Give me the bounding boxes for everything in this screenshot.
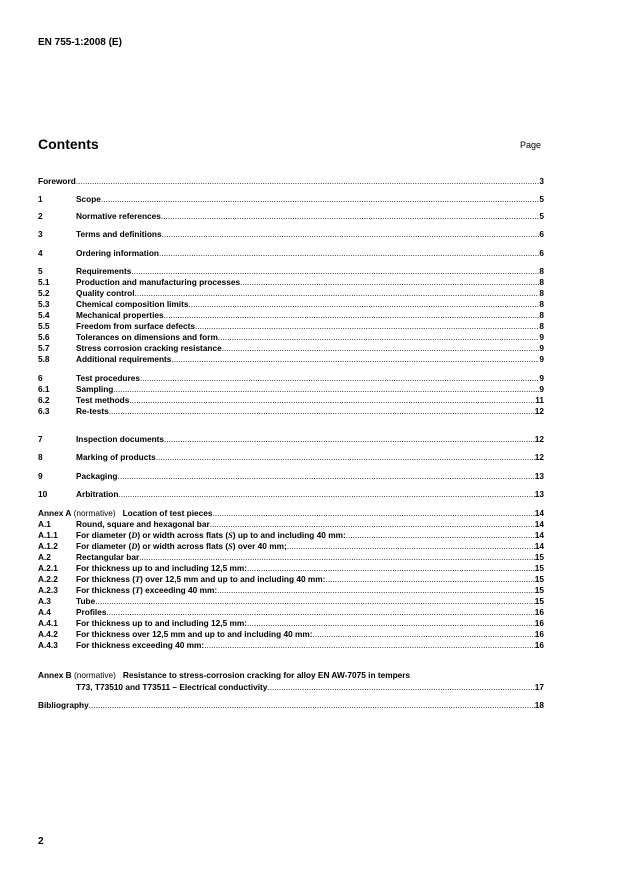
toc-text: Sampling: [76, 384, 114, 394]
toc-text: Quality control: [76, 288, 135, 298]
toc-number: A.2.3: [38, 585, 58, 595]
toc-entry-6-1[interactable]: [38, 384, 544, 395]
toc-number: 7: [38, 434, 43, 444]
toc-number: 2: [38, 211, 43, 221]
toc-entry-annex-b-line1[interactable]: [38, 670, 544, 681]
toc-number: A.2: [38, 552, 51, 562]
toc-number: 6.2: [38, 395, 50, 405]
toc-text: Location of test pieces: [122, 508, 213, 518]
toc-page: 16: [534, 640, 544, 650]
document-id: EN 755-1:2008 (E): [38, 37, 122, 48]
toc-text: Rectangular bar: [76, 552, 140, 562]
toc-number: A.3: [38, 596, 51, 606]
toc-page: 15: [534, 552, 544, 562]
toc-number: 6.1: [38, 384, 50, 394]
toc-number: A.4.1: [38, 618, 58, 628]
toc-page: 14: [534, 541, 544, 551]
toc-text: Test procedures: [76, 373, 140, 383]
toc-page: 8: [539, 310, 544, 320]
toc-text: Ordering information: [76, 248, 159, 258]
toc-number: 5.8: [38, 354, 50, 364]
toc-text: Arbitration: [76, 489, 119, 499]
toc-number: 1: [38, 194, 43, 204]
toc-number: 5.7: [38, 343, 50, 353]
toc-text: Chemical composition limits: [76, 299, 189, 309]
toc-page: 12: [534, 406, 544, 416]
toc-entry-10[interactable]: [38, 489, 544, 500]
toc-number: 8: [38, 452, 43, 462]
toc-number: 6.3: [38, 406, 50, 416]
toc-page: 8: [539, 299, 544, 309]
toc-number: 10: [38, 489, 48, 499]
toc-number: A.2.1: [38, 563, 58, 573]
toc-page: 15: [534, 574, 544, 584]
toc-text: Packaging: [76, 471, 118, 481]
toc-text: For thickness exceeding 40 mm:: [76, 640, 205, 650]
contents-title: Contents: [38, 136, 99, 152]
toc-entry-5-2[interactable]: [38, 288, 544, 299]
toc-text: Profiles: [76, 607, 107, 617]
toc-number: 5.4: [38, 310, 50, 320]
toc-number: Annex A: [38, 508, 72, 518]
toc-entry-6-3[interactable]: [38, 406, 544, 417]
toc-page: 9: [539, 343, 544, 353]
toc-page: 13: [534, 489, 544, 499]
toc-page: 11: [535, 395, 544, 405]
toc-entry-1[interactable]: [38, 194, 544, 205]
toc-page: 14: [534, 530, 544, 540]
toc-text: Re-tests: [76, 406, 109, 416]
toc-number: A.1.1: [38, 530, 58, 540]
toc-entry-bibliography[interactable]: [38, 700, 544, 711]
toc-text: Foreword: [38, 176, 76, 186]
toc-entry-5-5[interactable]: [38, 321, 544, 332]
toc-text: Additional requirements: [76, 354, 172, 364]
toc-entry-foreword[interactable]: [38, 176, 544, 187]
toc-page: 6: [539, 229, 544, 239]
toc-entry-a-2-3[interactable]: [38, 585, 544, 596]
toc-number: A.1: [38, 519, 51, 529]
toc-entry-a-1-2[interactable]: [38, 541, 544, 552]
toc-page: 14: [534, 508, 544, 518]
toc-number: A.2.2: [38, 574, 58, 584]
toc-entry-4[interactable]: [38, 248, 544, 259]
toc-page: 14: [534, 519, 544, 529]
toc-entry-a-2-1[interactable]: [38, 563, 544, 574]
toc-page: 15: [534, 563, 544, 573]
toc-entry-a-4[interactable]: [38, 607, 544, 618]
toc-page: 13: [534, 471, 544, 481]
toc-entry-a-1-1[interactable]: [38, 530, 544, 541]
toc-number: A.4.3: [38, 640, 58, 650]
toc-number: A.1.2: [38, 541, 58, 551]
toc-text: Normative references: [76, 211, 161, 221]
toc-number: 9: [38, 471, 43, 481]
toc-page: 17: [534, 682, 544, 692]
toc-text: Production and manufacturing processes: [76, 277, 241, 287]
toc-page: 5: [539, 211, 544, 221]
toc-page: 9: [539, 332, 544, 342]
toc-page: 18: [534, 700, 544, 710]
toc-entry-5[interactable]: [38, 266, 544, 277]
toc-text: For thickness (T) exceeding 40 mm:: [76, 585, 218, 595]
toc-page: 15: [534, 596, 544, 606]
toc-number: Annex B: [38, 670, 72, 680]
toc-number: 5.6: [38, 332, 50, 342]
toc-entry-5-7[interactable]: [38, 343, 544, 354]
toc-text: Stress corrosion cracking resistance: [76, 343, 222, 353]
toc-entry-5-6[interactable]: [38, 332, 544, 343]
toc-annex-type: (normative): [73, 508, 116, 518]
toc-page: 16: [534, 629, 544, 639]
toc-page: 12: [534, 434, 544, 444]
toc-entry-7[interactable]: [38, 434, 544, 445]
toc-text: For thickness up to and including 12,5 mm:: [76, 563, 248, 573]
toc-text: Resistance to stress-corrosion cracking for alloy EN AW-7075 in tempers: [122, 670, 411, 680]
toc-number: 3: [38, 229, 43, 239]
toc-text: For thickness up to and including 12,5 mm:: [76, 618, 248, 628]
toc-page: 9: [539, 354, 544, 364]
toc-entry-5-4[interactable]: [38, 310, 544, 321]
toc-number: 5.5: [38, 321, 50, 331]
toc-annex-type: (normative): [73, 670, 116, 680]
toc-page: 15: [534, 585, 544, 595]
toc-entry-8[interactable]: [38, 452, 544, 463]
toc-number: 5.2: [38, 288, 50, 298]
toc-entry-5-8[interactable]: [38, 354, 544, 365]
toc-text: For thickness (T) over 12,5 mm and up to and including 40 mm:: [76, 574, 326, 584]
toc-number: A.4.2: [38, 629, 58, 639]
toc-entry-annex-b-line2[interactable]: [38, 682, 544, 693]
toc-text: Marking of products: [76, 452, 156, 462]
toc-page: 8: [539, 288, 544, 298]
toc-entry-a-2[interactable]: [38, 552, 544, 563]
toc-number: 6: [38, 373, 43, 383]
toc-entry-a-2-2[interactable]: [38, 574, 544, 585]
toc-page: 5: [539, 194, 544, 204]
toc-page: 8: [539, 266, 544, 276]
toc-text: Tolerances on dimensions and form: [76, 332, 218, 342]
toc-entry-annex-a[interactable]: [38, 508, 544, 519]
toc-entry-a-3[interactable]: [38, 596, 544, 607]
toc-text: For diameter (D) or width across flats (S) up to and including 40 mm:: [76, 530, 346, 540]
toc-text: Requirements: [76, 266, 132, 276]
toc-text: Bibliography: [38, 700, 89, 710]
toc-number: A.4: [38, 607, 51, 617]
toc-entry-6-2[interactable]: [38, 395, 544, 406]
toc-text-continuation: T73, T73510 and T73511 – Electrical conductivity: [76, 682, 268, 692]
toc-number: 5: [38, 266, 43, 276]
toc-text: Round, square and hexagonal bar: [76, 519, 210, 529]
toc-number: 4: [38, 248, 43, 258]
toc-entry-a-4-1[interactable]: [38, 618, 544, 629]
toc-page: 9: [539, 384, 544, 394]
toc-page: 6: [539, 248, 544, 258]
toc-entry-6[interactable]: [38, 373, 544, 384]
toc-text: Terms and definitions: [76, 229, 162, 239]
toc-number: 5.3: [38, 299, 50, 309]
toc-page: 8: [539, 277, 544, 287]
toc-text: For diameter (D) or width across flats (S) over 40 mm;: [76, 541, 287, 551]
toc-entry-a-1[interactable]: [38, 519, 544, 530]
toc-text: For thickness over 12,5 mm and up to and including 40 mm:: [76, 629, 313, 639]
toc-text: Test methods: [76, 395, 130, 405]
toc-entry-9[interactable]: [38, 471, 544, 482]
toc-entry-5-1[interactable]: [38, 277, 544, 288]
toc-page: 8: [539, 321, 544, 331]
toc-text: Scope: [76, 194, 101, 204]
toc-page: 3: [539, 176, 544, 186]
toc-text: Mechanical properties: [76, 310, 164, 320]
toc-entry-3[interactable]: [38, 229, 544, 240]
toc-entry-2[interactable]: [38, 211, 544, 222]
toc-page: 16: [534, 607, 544, 617]
toc-entry-a-4-3[interactable]: [38, 640, 544, 651]
toc-number: 5.1: [38, 277, 50, 287]
page-number: 2: [38, 836, 44, 847]
toc-entry-5-3[interactable]: [38, 299, 544, 310]
toc-page: 16: [534, 618, 544, 628]
page-column-label: Page: [520, 140, 542, 150]
toc-text: Tube: [76, 596, 96, 606]
toc-page: 12: [534, 452, 544, 462]
toc-entry-a-4-2[interactable]: [38, 629, 544, 640]
toc-page: 9: [539, 373, 544, 383]
toc-text: Inspection documents: [76, 434, 165, 444]
toc-text: Freedom from surface defects: [76, 321, 195, 331]
